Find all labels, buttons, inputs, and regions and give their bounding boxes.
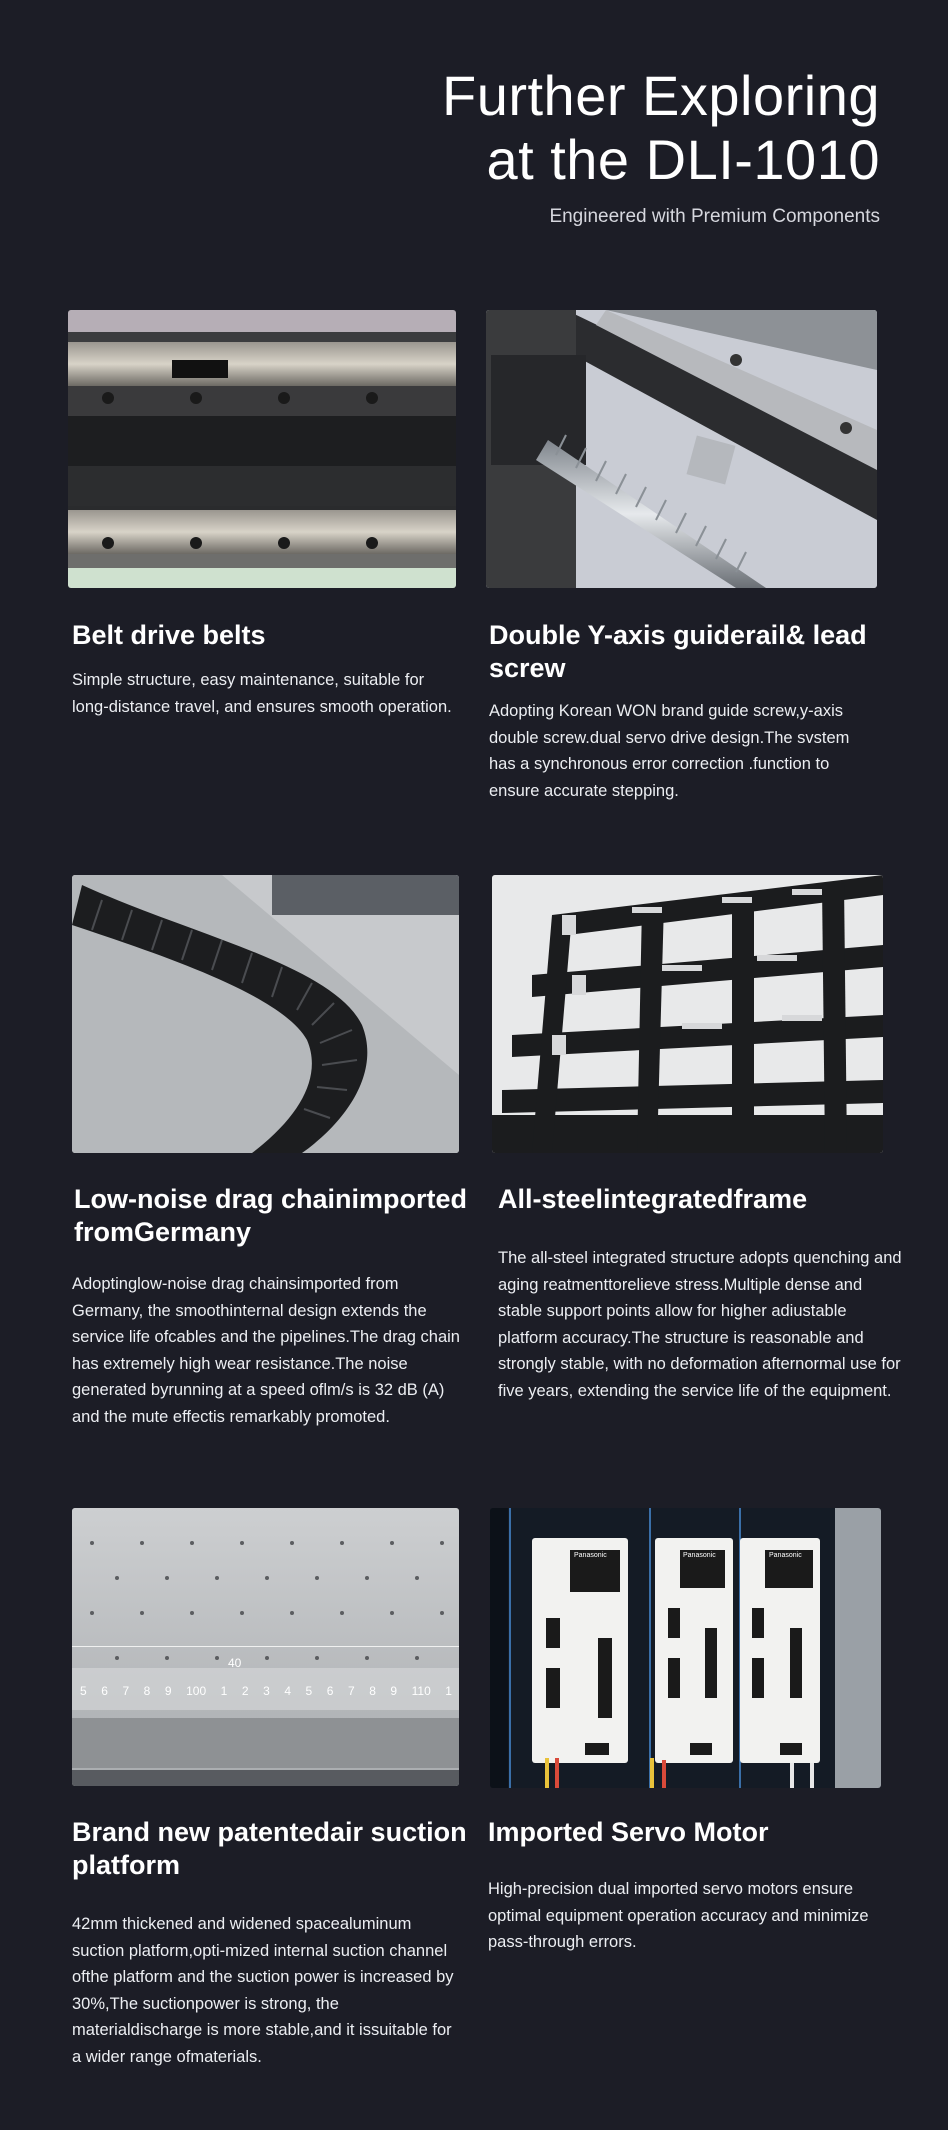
- suction-platform-icon: [72, 1508, 459, 1786]
- feature-desc-suction-platform: 42mm thickened and widened spacealuminum suction platform,opti-mized internal suction channel ofthe platform and the suction power is increased by 30%,The suctionpower is strong, the materialdischarge is more stable,and it issuitable for a wider range ofmaterials.: [72, 1915, 454, 2066]
- ball-screw-icon: [486, 310, 877, 588]
- feature-desc-drag-chain: Adoptinglow-noise drag chainsimported from Germany, the smoothinternal design extends the service life ofcables and the pipelines.The drag chain has extremely high wear resistance.The noise generated byrunning at a speed oflm/s is 32 dB (A) and the mute effectis remarkably promoted.: [72, 1275, 460, 1426]
- ruler-tick: 1: [220, 1684, 228, 1698]
- feature-desc-steel-frame: The all-steel integrated structure adopts quenching and aging reatmenttorelieve stress.Multiple dense and stable support points allow for higher adiustable platform accuracy.The structure is reasonable and strongly stable, with no deformation afternormal use for five years, extending the service life of the equipment.: [498, 1249, 902, 1400]
- ruler-tick: 100: [186, 1684, 207, 1698]
- drive-brand-label-1: Panasonic: [574, 1552, 607, 1559]
- feature-title-guiderail: Double Y-axis guiderail& lead screw: [489, 620, 867, 683]
- ruler-tick: 110: [411, 1684, 431, 1698]
- ruler-mark: 40: [228, 1656, 242, 1670]
- feature-title-drag-chain: Low-noise drag chainimported fromGermany: [74, 1184, 468, 1247]
- ruler-tick: 8: [143, 1684, 151, 1698]
- feature-title-belt-drive: Belt drive belts: [72, 620, 266, 650]
- linear-guide-rail-icon: [68, 310, 456, 588]
- ruler-tick: 7: [122, 1684, 130, 1698]
- feature-desc-servo-motor: High-precision dual imported servo motors ensure optimal equipment operation accuracy and minimize pass-through errors.: [488, 1880, 869, 1951]
- guiderail-screw-image: [486, 310, 877, 588]
- ruler-tick: 7: [347, 1684, 355, 1698]
- feature-desc-guiderail: Adopting Korean WON brand guide screw,y-axis double screw.dual servo drive design.The svstem has a synchronous error correction .function to ensure accurate stepping.: [489, 702, 850, 800]
- ruler-tick: 6: [326, 1684, 334, 1698]
- drag-chain-image: [72, 875, 459, 1153]
- ruler-tick: 5: [80, 1684, 87, 1698]
- drag-chain-icon: [72, 875, 459, 1153]
- drive-brand-label-3: Panasonic: [769, 1552, 802, 1559]
- ruler-tick: 3: [263, 1684, 270, 1698]
- suction-platform-image: [72, 1508, 459, 1786]
- hero-header: [442, 64, 880, 228]
- drive-brand-label-2: Panasonic: [683, 1552, 716, 1559]
- ruler-tick: 9: [164, 1684, 172, 1698]
- ruler-tick: 6: [101, 1684, 108, 1698]
- ruler-tick: 8: [369, 1684, 376, 1698]
- page-subtitle: Engineered with Premium Components: [549, 206, 880, 227]
- steel-frame-image: [492, 875, 883, 1153]
- belt-drive-image: [68, 310, 456, 588]
- ruler-tick: 4: [284, 1684, 291, 1698]
- feature-title-suction-platform: Brand new patentedair suction platform: [72, 1817, 467, 1880]
- servo-drives-icon: [490, 1508, 881, 1788]
- steel-frame-icon: [492, 875, 883, 1153]
- ruler-tick: 1: [445, 1684, 452, 1698]
- ruler-tick: 9: [390, 1684, 398, 1698]
- ruler-tick: 5: [305, 1684, 313, 1698]
- feature-title-servo-motor: Imported Servo Motor: [488, 1817, 769, 1847]
- feature-desc-belt-drive: Simple structure, easy maintenance, suitable for long-distance travel, and ensures smooth operation.: [72, 671, 452, 716]
- ruler-tick: 2: [241, 1684, 249, 1698]
- ruler-scale: [80, 1684, 452, 1698]
- page-title: [442, 64, 880, 192]
- page-title-line-2: at the DLI-1010: [486, 128, 880, 191]
- feature-title-steel-frame: All-steelintegratedframe: [498, 1184, 808, 1214]
- page-title-line-1: Further Exploring: [441, 64, 880, 127]
- servo-drives-image: [490, 1508, 881, 1788]
